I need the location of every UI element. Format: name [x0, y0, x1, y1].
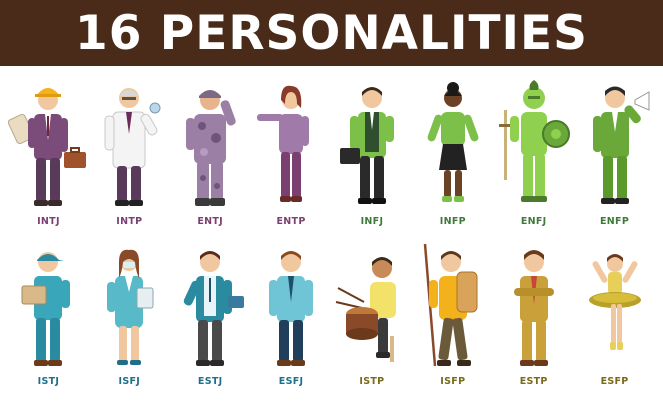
page-title: 16 PERSONALITIES: [75, 5, 588, 61]
personality-card-isfp: [412, 242, 493, 392]
personality-label: ESFP: [600, 376, 629, 387]
personality-card-infp: [412, 74, 493, 242]
ballerina-figure-icon: [575, 242, 655, 372]
courier-figure-icon: [8, 242, 88, 372]
builder-figure-icon: [8, 74, 88, 212]
personality-label: ISFJ: [118, 376, 141, 387]
personality-label: ENFJ: [520, 216, 547, 227]
personality-label: INTJ: [37, 216, 60, 227]
personality-card-entp: [251, 74, 332, 242]
personality-card-estj: [170, 242, 251, 392]
soldier-figure-icon: [170, 74, 250, 212]
personality-label: INFP: [439, 216, 466, 227]
hiker-figure-icon: [413, 242, 493, 372]
personality-label: ISTP: [359, 376, 385, 387]
manager-figure-icon: [170, 242, 250, 372]
personality-card-estp: [493, 242, 574, 392]
title-banner: [0, 0, 663, 66]
personality-label: ESTP: [519, 376, 548, 387]
personality-label: ISTJ: [37, 376, 60, 387]
megaphone-man-figure-icon: [575, 74, 655, 212]
drummer-figure-icon: [332, 242, 412, 372]
knight-figure-icon: [494, 74, 574, 212]
personality-card-entj: [170, 74, 251, 242]
personality-label: ENFP: [600, 216, 630, 227]
personality-card-istp: [332, 242, 413, 392]
personality-label: INFJ: [360, 216, 384, 227]
woman-figure-icon: [413, 74, 493, 212]
businessman-tan-figure-icon: [494, 242, 574, 372]
personality-grid: [8, 74, 655, 396]
personality-card-intj: [8, 74, 89, 242]
personality-card-enfj: [493, 74, 574, 242]
personality-label: ESFJ: [278, 376, 304, 387]
personality-label: ENTJ: [197, 216, 224, 227]
personality-label: ISFP: [440, 376, 466, 387]
personality-label: INTP: [116, 216, 143, 227]
personality-card-istj: [8, 242, 89, 392]
personality-card-intp: [89, 74, 170, 242]
personality-card-enfp: [574, 74, 655, 242]
personality-card-esfp: [574, 242, 655, 392]
nurse-figure-icon: [89, 242, 169, 372]
office-man-figure-icon: [251, 242, 331, 372]
personality-label: ENTP: [276, 216, 306, 227]
personality-label: ESTJ: [197, 376, 223, 387]
scientist-figure-icon: [89, 74, 169, 212]
personality-card-esfj: [251, 242, 332, 392]
personality-card-isfj: [89, 242, 170, 392]
businessman-figure-icon: [332, 74, 412, 212]
pointing-woman-figure-icon: [251, 74, 331, 212]
personality-card-infj: [332, 74, 413, 242]
